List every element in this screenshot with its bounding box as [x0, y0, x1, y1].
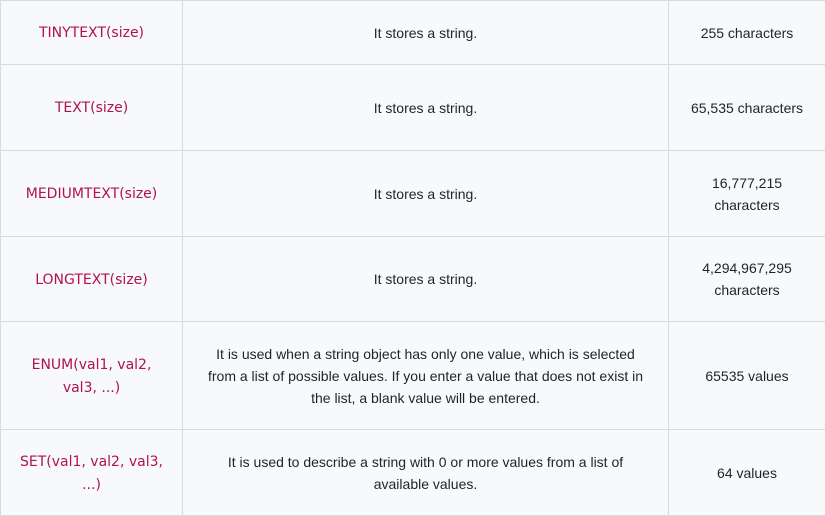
table-row [1, 237, 825, 322]
size-cell: 16,777,215 characters [669, 151, 825, 237]
size-cell: 65,535 characters [669, 65, 825, 151]
type-cell [1, 1, 183, 65]
type-cell [1, 237, 183, 322]
type-name: TINYTEXT(size) [38, 25, 145, 41]
description-cell: It stores a string. [183, 237, 669, 322]
description-cell: It is used to describe a string with 0 or more values from a list of available values. [183, 430, 669, 516]
description-cell: It stores a string. [183, 1, 669, 65]
size-cell: 64 values [669, 430, 825, 516]
description-cell: It stores a string. [183, 65, 669, 151]
type-name: SET(val1, val2, val3, ...) [20, 453, 163, 493]
type-cell [1, 151, 183, 237]
type-cell [1, 430, 183, 516]
table-row [1, 1, 825, 65]
size-cell: 255 characters [669, 1, 825, 65]
size-cell: 65535 values [669, 322, 825, 430]
table-row [1, 151, 825, 237]
table-row [1, 430, 825, 516]
type-name: TEXT(size) [54, 100, 129, 116]
description-cell: It stores a string. [183, 151, 669, 237]
type-cell [1, 322, 183, 430]
type-name: ENUM(val1, val2, val3, ...) [31, 356, 152, 396]
type-name: LONGTEXT(size) [35, 271, 148, 288]
table-row [1, 322, 825, 430]
type-name: MEDIUMTEXT(size) [25, 186, 158, 202]
table-row [1, 65, 825, 151]
description-cell: It is used when a string object has only one value, which is selected from a list of possible values. If you enter a value that does not exist in the list, a blank value will be entered. [183, 322, 669, 430]
type-cell [1, 65, 183, 151]
size-cell: 4,294,967,295 characters [669, 237, 825, 322]
